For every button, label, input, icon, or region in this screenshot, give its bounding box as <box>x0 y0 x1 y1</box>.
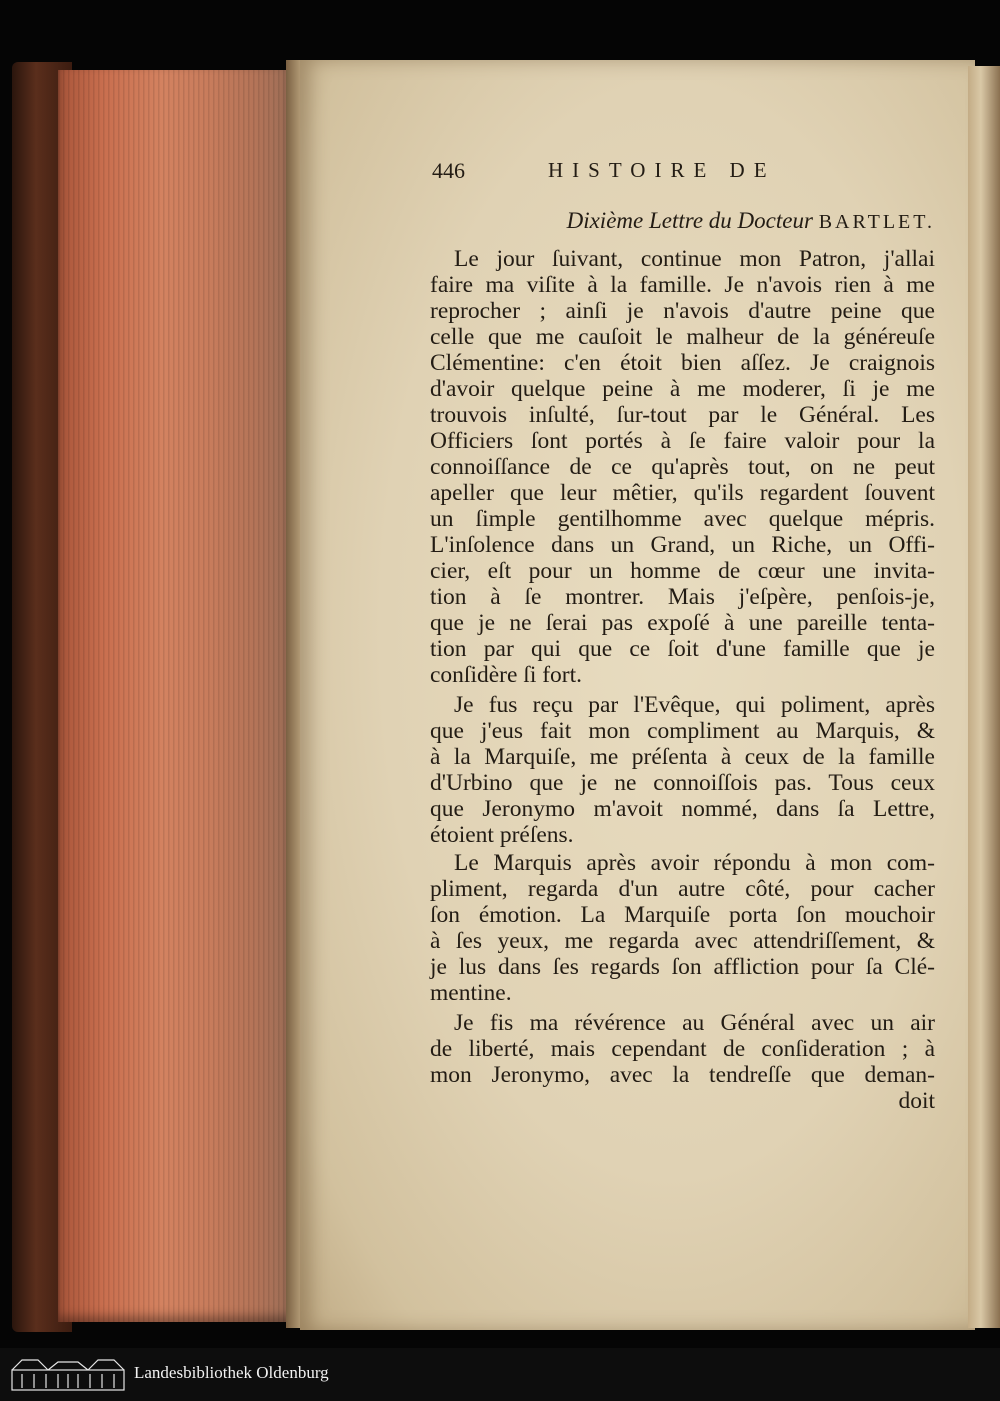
text-line: Le Marquis après avoir répondu à mon com- <box>454 850 935 876</box>
page-fore-edge <box>58 70 290 1322</box>
catchword: doit <box>898 1088 935 1114</box>
text-line: L'inſolence dans un Grand, un Riche, un Offi- <box>430 532 935 558</box>
text-line: d'Urbino que je ne connoiſſois pas. Tous ceux <box>430 770 935 796</box>
text-line: Je fus reçu par l'Evêque, qui poliment, après <box>454 692 935 718</box>
running-title: HISTOIRE DE <box>548 158 776 182</box>
running-head <box>430 158 935 190</box>
text-line: Je fis ma révérence au Général avec un air <box>454 1010 935 1036</box>
page-number: 446 <box>432 158 465 183</box>
text-line: apeller que leur mêtier, qu'ils regardent ſouvent <box>430 480 935 506</box>
text-line: de liberté, mais cependant de conſideration ; à <box>430 1036 935 1062</box>
letter-heading-italic: Dixième Lettre du Docteur <box>566 208 813 233</box>
text-line: d'avoir quelque peine à me moderer, ſi je me <box>430 376 935 402</box>
text-line: je lus dans ſes regards ſon affliction pour ſa Clé- <box>430 954 935 980</box>
library-building-logo-icon <box>8 1354 128 1394</box>
text-line: que Jeronymo m'avoit nommé, dans ſa Lettre, <box>430 796 935 822</box>
text-line: un ſimple gentilhomme avec quelque mépris. <box>430 506 935 532</box>
text-line: cier, eſt pour un homme de cœur une invita- <box>430 558 935 584</box>
text-line: Le jour ſuivant, continue mon Patron, j'allai <box>454 246 935 272</box>
text-line: faire ma viſite à la famille. Je n'avois rien à me <box>430 272 935 298</box>
library-name: Landesbibliothek Oldenburg <box>134 1363 329 1382</box>
text-line: que je ne ſerai pas expoſé à une pareille tenta- <box>430 610 935 636</box>
text-line: étoient préſens. <box>430 822 574 848</box>
footer-bar <box>0 1348 1000 1401</box>
text-line: à ſes yeux, me regarda avec attendriſſement, & <box>430 928 935 954</box>
text-line: pliment, regarda d'un autre côté, pour cacher <box>430 876 935 902</box>
text-line: celle que me cauſoit le malheur de la généreuſe <box>430 324 935 350</box>
text-line: mentine. <box>430 980 512 1006</box>
text-line: reprocher ; ainſi je n'avois d'autre peine que <box>430 298 935 324</box>
text-line: trouvois inſulté, ſur-tout par le Général. Les <box>430 402 935 428</box>
text-line: tion par qui que ce ſoit d'une famille que je <box>430 636 935 662</box>
text-line: ſon émotion. La Marquiſe porta ſon mouchoir <box>430 902 935 928</box>
letter-heading-name: BARTLET. <box>818 211 935 233</box>
text-line: Clémentine: c'en étoit bien aſſez. Je craignois <box>430 350 935 376</box>
text-line: mon Jeronymo, avec la tendreſſe que deman- <box>430 1062 935 1088</box>
text-line: tion à ſe montrer. Mais j'eſpère, penſois-je, <box>430 584 935 610</box>
text-line: Officiers ſont portés à ſe faire valoir pour la <box>430 428 935 454</box>
text-line: à la Marquiſe, me préſenta à ceux de la famille <box>430 744 935 770</box>
letter-heading <box>430 208 935 234</box>
text-line: que j'eus fait mon compliment au Marquis, & <box>430 718 935 744</box>
text-line: conſidère ſi fort. <box>430 662 583 688</box>
facing-page-edge <box>968 66 1000 1328</box>
text-line: connoiſſance de ce qu'après tout, on ne peut <box>430 454 935 480</box>
